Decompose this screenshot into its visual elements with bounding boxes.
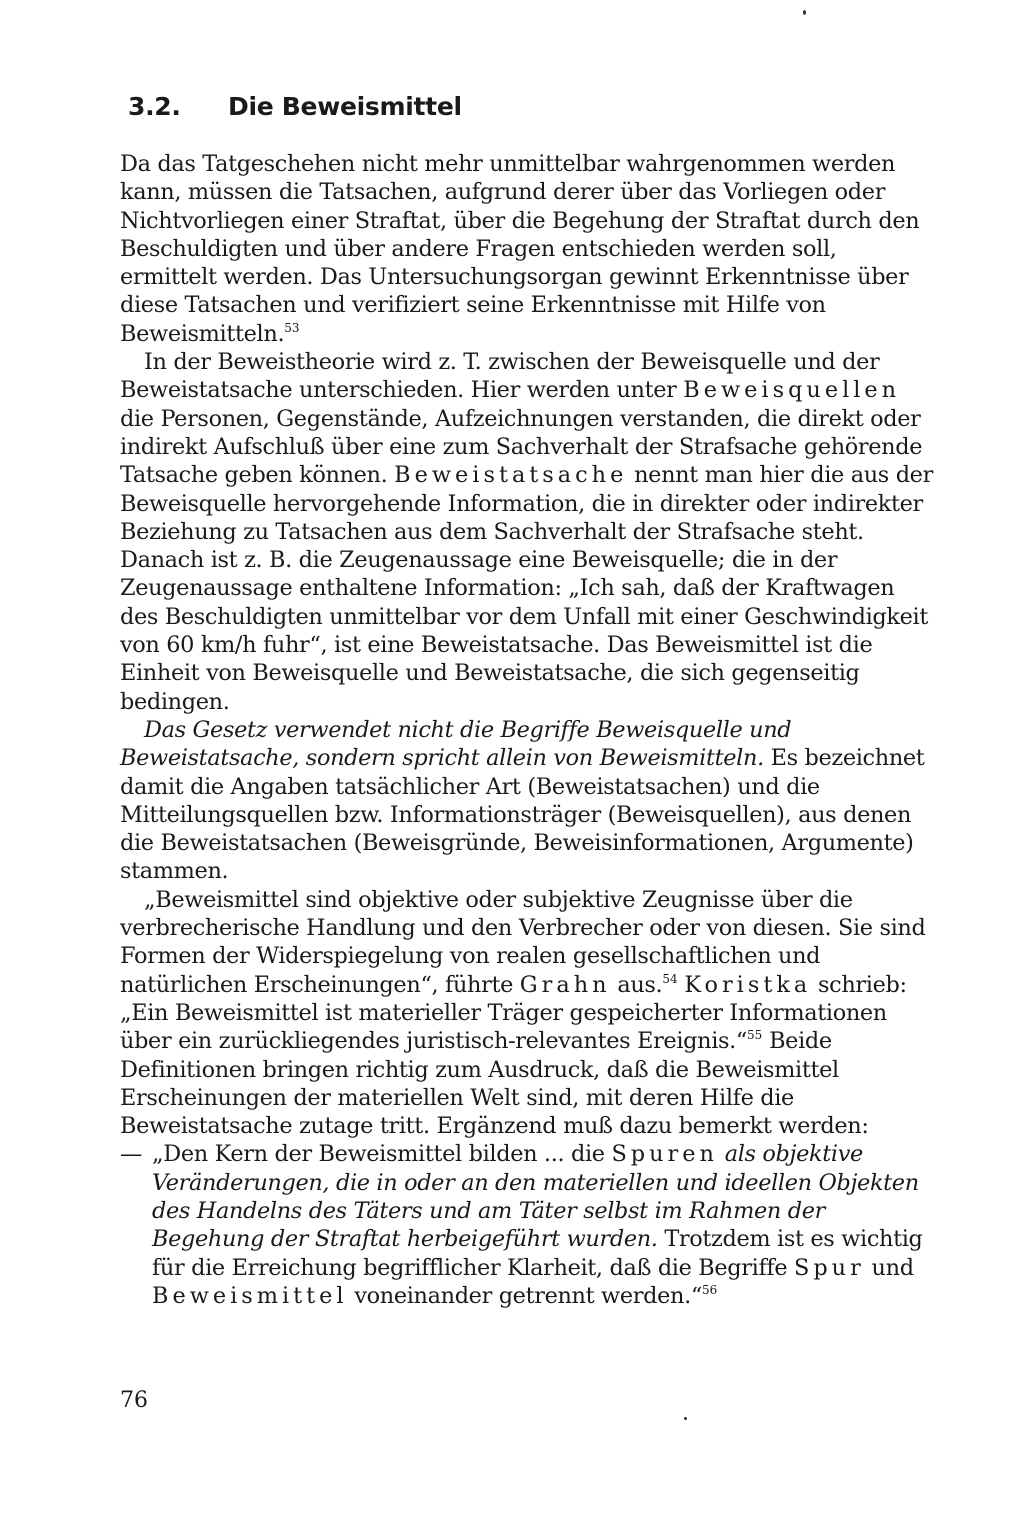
p5-italic-text: als objektive Veränderungen, die in oder an den materiellen und ideellen Objekten des Handelns des Täters und am Täter selbst im Rahmen der Begehung der Straftat herbeigeführt wurden. [152,1141,919,1253]
scan-speck-top [803,10,806,15]
p4-text-c: schrieb: „Ein Beweismittel ist materieller Träger gespeicherter Informationen über ein zurückliegendes juristisch-relevantes Ereignis.“ [120,971,907,1055]
p5-text-c: und [864,1254,914,1281]
dash-marker: — [120,1141,143,1168]
p4-text-d: Beide Definitionen bringen richtig zum Ausdruck, daß die Beweismittel Erscheinungen der materiellen Welt sind, mit deren Hilfe die Beweistatsache zutage tritt. Ergänzend muß dazu bemerkt werden: [120,1028,869,1140]
paragraph-1 [120,150,938,348]
paragraph-4 [120,886,938,1141]
p4-text-b: aus. [610,971,663,998]
p3-italic-text: Das Gesetz verwendet nicht die Begriffe Beweisquelle und Beweistatsache, sondern spricht allein von Beweismitteln. [120,716,792,772]
name-grahn: Grahn [519,971,611,998]
page-number: 76 [120,1388,148,1413]
section-heading [128,92,462,121]
name-koristka: Koristka [684,971,812,998]
p5-text-d: voneinander getrennt werden.“ [347,1282,702,1309]
paragraph-3 [120,716,938,886]
footnote-ref-55: 55 [747,1028,763,1043]
p5-text-a: „Den Kern der Beweismittel bilden ... die [152,1141,612,1168]
term-beweismittel: Beweismittel [152,1282,348,1309]
section-title: Die Beweismittel [228,92,462,121]
p2-text-b: die Personen, Gegenstände, Aufzeichnungen verstanden, die direkt oder indirekt Aufschluß über eine zum Sachverhalt der Strafsache gehörende Tatsache geben können. [120,405,923,489]
footnote-ref-53: 53 [284,320,300,335]
term-beweistatsache: Beweistatsache [394,462,628,489]
p5-text-b: Trotzdem ist es wichtig für die Erreichung begrifflicher Klarheit, daß die Begriffe [152,1226,923,1281]
term-beweisquellen: Beweisquellen [683,377,901,404]
p1-text: Da das Tatgeschehen nicht mehr unmittelbar wahrgenommen werden kann, müssen die Tatsachen, aufgrund derer über das Vorliegen oder Nichtvorliegen einer Straftat, über die Begehung der Straftat durch den Beschuldigten und über andere Fragen entschieden werden soll, ermittelt werden. Das Untersuchungsorgan gewinnt Erkenntnisse über diese Tatsachen und verifiziert seine Erkenntnisse mit Hilfe von Beweismitteln. [120,151,920,347]
term-spuren: Spuren [611,1141,718,1168]
p3-text: Es bezeichnet damit die Angaben tatsächlicher Art (Beweistatsachen) und die Mitteilungsquellen bzw. Informationsträger (Beweisquellen), aus denen die Beweistatsachen (Beweisgründe, Beweisinformationen, Argumente) stammen. [120,745,925,885]
paragraph-2 [120,348,938,716]
footnote-ref-54: 54 [662,971,678,986]
dash-list-item [120,1140,938,1310]
body-text [120,150,938,1310]
section-number: 3.2. [128,92,181,121]
scan-speck-bottom [684,1417,687,1420]
p4-text-a: „Beweismittel sind objektive oder subjektive Zeugnisse über die verbrecherische Handlung und den Verbrecher oder von diesen. Sie sind Formen der Widerspiegelung von realen gesellschaftlichen und natürlichen Erscheinungen“, führte [120,886,926,998]
footnote-ref-56: 56 [701,1282,718,1297]
p2-text-c: nennt man hier die aus der Beweisquelle hervorgehende Information, die in direkter oder indirekter Beziehung zu Tatsachen aus dem Sachverhalt der Strafsache steht. Danach ist z. B. die Zeugenaussage eine Beweisquelle; die in der Zeugenaussage enthaltene Information: „Ich sah, daß der Kraftwagen des Beschuldigten unmittelbar vor dem Unfall mit einer Geschwindigkeit von 60 km/h fuhr“, ist eine Beweistatsache. Das Beweismittel ist die Einheit von Beweisquelle und Beweistatsache, die sich gegenseitig bedingen. [120,462,933,715]
p2-text-a: In der Beweistheorie wird z. T. zwischen der Beweisquelle und der Beweistatsache unterschieden. Hier werden unter [120,349,880,404]
term-spur: Spur [793,1254,865,1281]
